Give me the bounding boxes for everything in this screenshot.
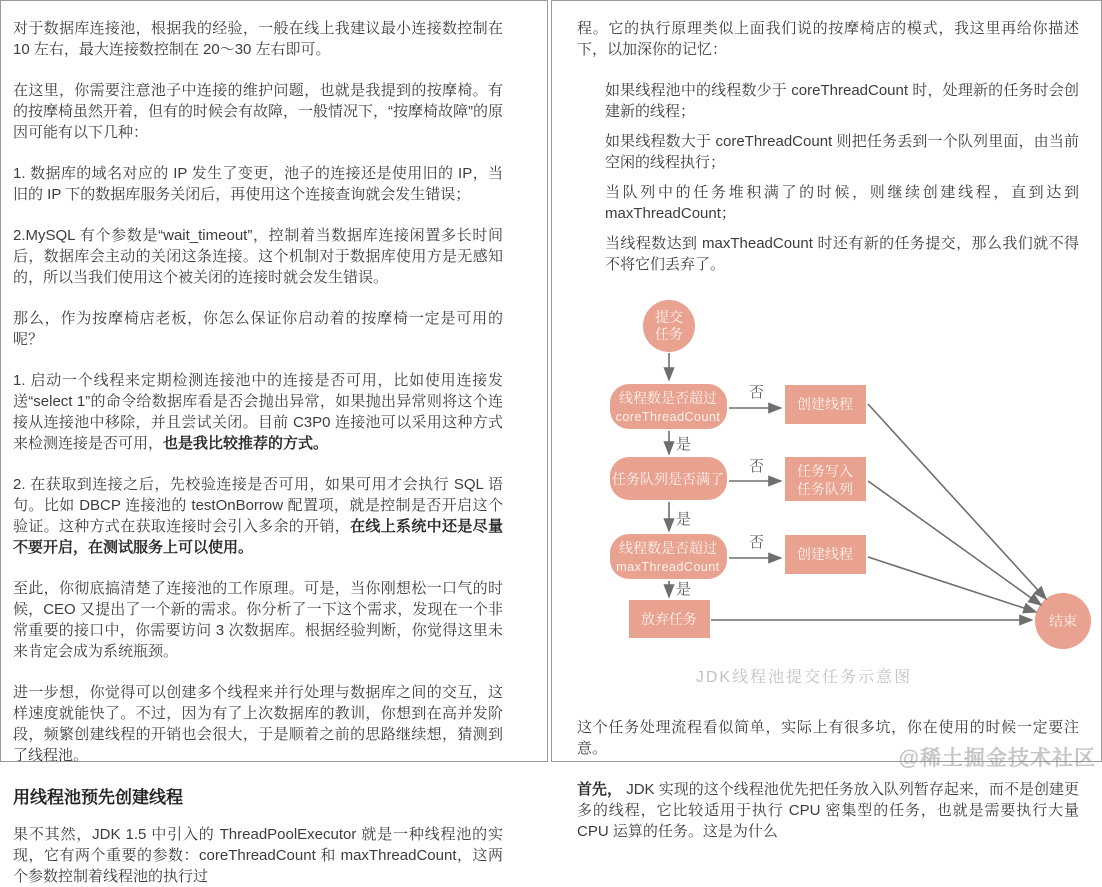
paragraph-text: 1. 启动一个线程来定期检测连接池中的连接是否可用，比如使用连接发送“select 1”的命令给数据库看是否会抛出异常，如果抛出异常则将这个连接从连接池中移除，并且尝试关闭。目前 C3P0 连接池可以采用这种方式来检测连接是否可用， <box>13 372 503 452</box>
flow-node-label: maxThreadCount <box>616 560 720 574</box>
flow-branch-label-no: 否 <box>749 384 765 401</box>
emphasis-text: 在线上系统中还是尽量不要开启，在测试服务上可以使用。 <box>13 518 503 556</box>
flow-node-label: 线程数是否超过 <box>619 390 717 406</box>
section-heading: 用线程池预先创建线程 <box>13 788 183 807</box>
paragraph <box>13 474 503 558</box>
flow-node-label: 任务队列 <box>797 481 853 497</box>
paragraph-text: JDK 实现的这个线程池优先把任务放入队列暂存起来，而不是创建更多的线程，它比较适用于执行 CPU 密集型的任务，也就是需要执行大量 CPU 运算的任务。这是为什么 <box>577 781 1079 840</box>
list-item: 如果线程数大于 coreThreadCount 则把任务丢到一个队列里面，由当前空闲的线程执行； <box>605 133 1079 171</box>
flow-branch-label-no: 否 <box>749 534 765 551</box>
figure-caption: JDK线程池提交任务示意图 <box>695 669 913 686</box>
paragraph: 这个任务处理流程看似简单，实际上有很多坑，你在使用的时候一定要注意。 <box>577 719 1079 757</box>
flow-node-label: 任务写入 <box>797 463 853 479</box>
emphasis-text: 也是我比较推荐的方式。 <box>163 435 329 452</box>
list-item: 当线程数达到 maxTheadCount 时还有新的任务提交，那么我们就不得不将它们丢弃了。 <box>605 235 1079 273</box>
flow-node-label: 创建线程 <box>797 396 853 412</box>
flow-branch-label-yes: 是 <box>676 511 692 528</box>
paragraph: 在这里，你需要注意池子中连接的维护问题，也就是我提到的按摩椅。有的按摩椅虽然开着，但有的时候会有故障，一般情况下，“按摩椅故障”的原因可能有以下几种： <box>13 82 503 141</box>
paragraph: 程。它的执行原理类似上面我们说的按摩椅店的模式，我这里再给你描述下，以加深你的记忆： <box>577 20 1079 58</box>
flow-branch-label-yes: 是 <box>676 436 692 453</box>
paragraph-text: 2. 在获取到连接之后，先校验连接是否可用，如果可用才会执行 SQL 语句。比如 DBCP 连接池的 testOnBorrow 配置项，就是控制是否开启这个验证。这种方式在获取连接时会引入多余的开销， <box>13 476 503 535</box>
flow-arrow <box>868 404 1046 599</box>
thread-pool-flowchart <box>552 291 1092 691</box>
flow-node-label: 任务 <box>655 326 683 342</box>
flow-node-label: coreThreadCount <box>615 410 721 424</box>
flow-node-label: 放弃任务 <box>641 611 697 627</box>
flow-node-label: 线程数是否超过 <box>619 540 717 556</box>
flow-branch-label-no: 否 <box>749 458 765 475</box>
flow-node-label: 创建线程 <box>797 546 853 562</box>
flow-node-label: 结束 <box>1049 613 1077 629</box>
list-item: 当队列中的任务堆积满了的时候，则继续创建线程，直到达到 maxThreadCount； <box>605 184 1079 222</box>
paragraph: 至此，你彻底搞清楚了连接池的工作原理。可是，当你刚想松一口气的时候，CEO 又提出了一个新的需求。你分析了一下这个需求，发现在一个非常重要的接口中，你需要访问 3 次数据库。根据经验判断，你觉得这里未来肯定会成为系统瓶颈。 <box>13 580 503 660</box>
watermark: @稀土掘金技术社区 <box>898 747 1096 770</box>
emphasis-text: 首先， <box>577 781 623 798</box>
paragraph: 进一步想，你觉得可以创建多个线程来并行处理与数据库之间的交互，这样速度就能快了。不过，因为有了上次数据库的教训，你想到在高并发阶段，频繁创建线程的开销也会很大，于是顺着之前的思路继续想，猜测到了线程池。 <box>13 684 503 764</box>
thread-pool-rules-list <box>605 80 1079 275</box>
paragraph: 1. 数据库的域名对应的 IP 发生了变更，池子的连接还是使用旧的 IP，当旧的 IP 下的数据库服务关闭后，再使用这个连接查询就会发生错误； <box>13 165 503 203</box>
flow-node-label: 提交 <box>655 309 683 325</box>
flow-node-label: 任务队列是否满了 <box>612 471 724 487</box>
paragraph <box>13 370 503 454</box>
paragraph <box>577 779 1079 842</box>
list-item: 如果线程池中的线程数少于 coreThreadCount 时，处理新的任务时会创建新的线程； <box>605 82 1079 120</box>
paragraph: 对于数据库连接池，根据我的经验，一般在线上我建议最小连接数控制在 10 左右，最大连接数控制在 20～30 左右即可。 <box>13 20 503 58</box>
paragraph: 那么，作为按摩椅店老板，你怎么保证你启动着的按摩椅一定是可用的呢？ <box>13 310 503 348</box>
page-right <box>551 0 1102 840</box>
flow-branch-label-yes: 是 <box>676 581 692 598</box>
paragraph: 2.MySQL 有个参数是“wait_timeout”，控制着当数据库连接闲置多长时间后，数据库会主动的关闭这条连接。这个机制对于数据库使用方是无感知的，所以当我们使用这个被关闭的连接时就会发生错误。 <box>13 227 503 286</box>
paragraph: 果不其然，JDK 1.5 中引入的 ThreadPoolExecutor 就是一种线程池的实现，它有两个重要的参数：coreThreadCount 和 maxThreadCount，这两个参数控制着线程池的执行过 <box>13 826 503 885</box>
page-left <box>0 0 548 885</box>
flow-arrow <box>868 557 1036 612</box>
